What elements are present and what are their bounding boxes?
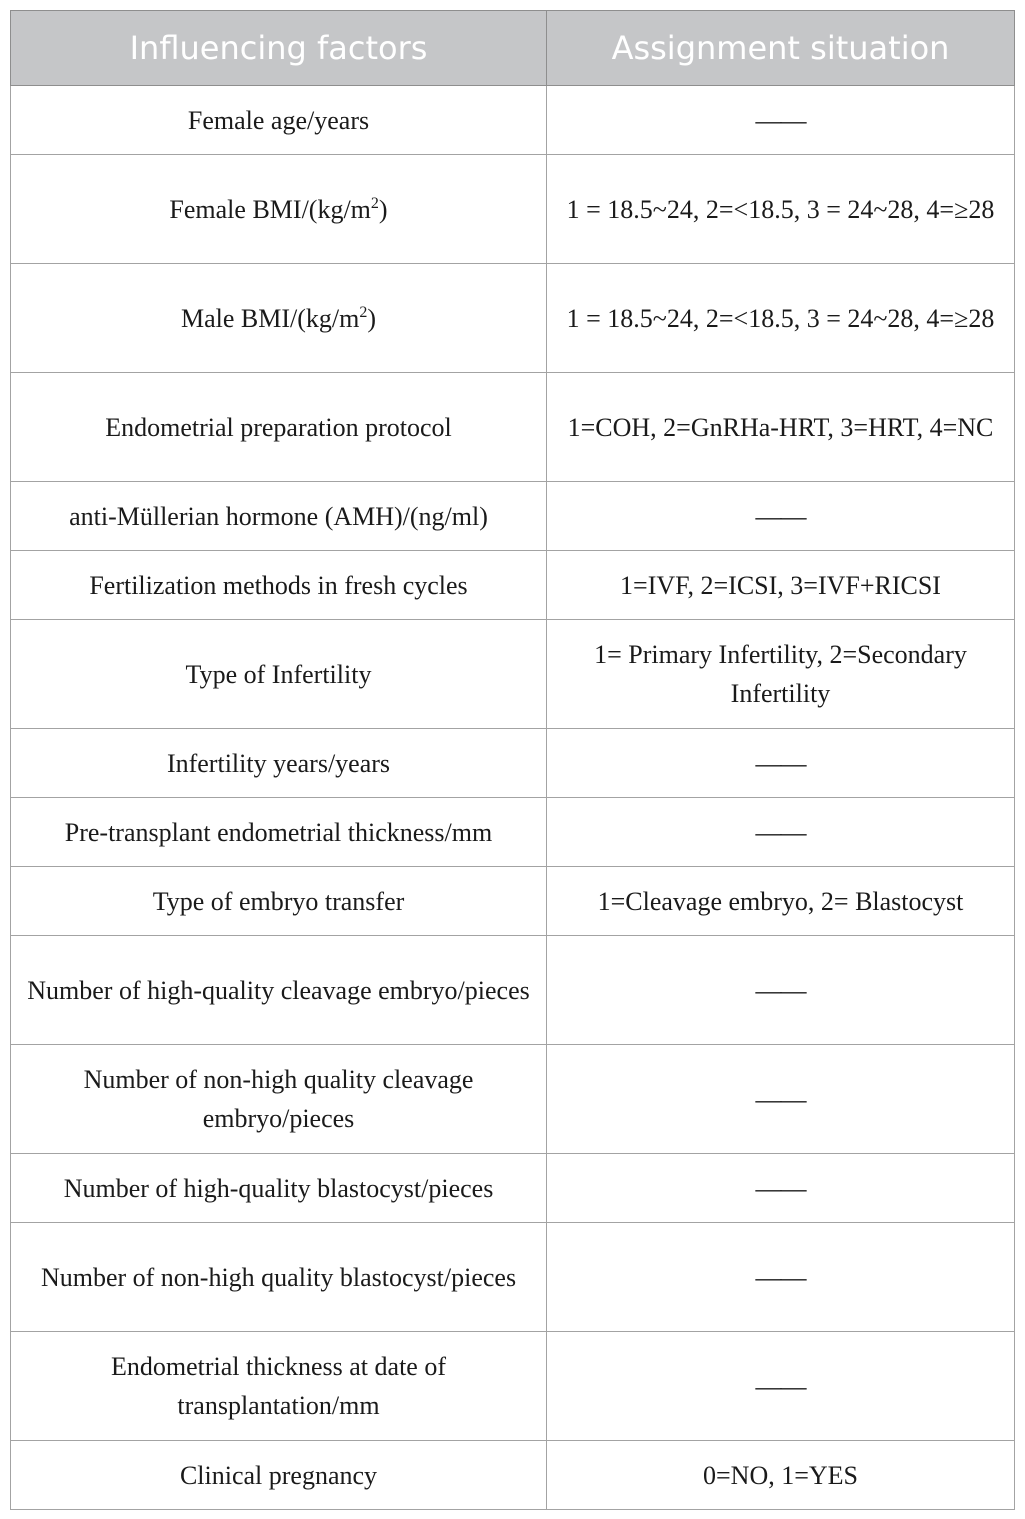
factor-cell: Number of non-high quality blastocyst/pieces — [11, 1223, 547, 1332]
factor-cell: Type of embryo transfer — [11, 867, 547, 936]
assignment-cell: 1=Cleavage embryo, 2= Blastocyst — [547, 867, 1015, 936]
table-row — [11, 620, 1015, 729]
factor-cell: anti-Müllerian hormone (AMH)/(ng/ml) — [11, 482, 547, 551]
superscript: 2 — [359, 303, 368, 321]
assignment-cell: —— — [547, 86, 1015, 155]
assignment-cell: —— — [547, 936, 1015, 1045]
superscript: 2 — [370, 194, 379, 212]
table-row — [11, 155, 1015, 264]
factor-cell: Number of non-high quality cleavage embryo/pieces — [11, 1045, 547, 1154]
factor-text: Female BMI/(kg/m — [169, 194, 371, 224]
table-row — [11, 1441, 1015, 1510]
table-row — [11, 373, 1015, 482]
factor-tail: ) — [367, 303, 377, 333]
assignment-cell: —— — [547, 482, 1015, 551]
factor-cell: Infertility years/years — [11, 729, 547, 798]
factor-cell: Number of high-quality cleavage embryo/pieces — [11, 936, 547, 1045]
table-row — [11, 1332, 1015, 1441]
assignment-cell: 0=NO, 1=YES — [547, 1441, 1015, 1510]
assignment-cell: —— — [547, 729, 1015, 798]
assignment-cell: 1=COH, 2=GnRHa-HRT, 3=HRT, 4=NC — [547, 373, 1015, 482]
table-row — [11, 798, 1015, 867]
table-row — [11, 729, 1015, 798]
table-row — [11, 936, 1015, 1045]
factor-cell: Type of Infertility — [11, 620, 547, 729]
assignment-cell: 1 = 18.5~24, 2=<18.5, 3 = 24~28, 4=≥28 — [547, 155, 1015, 264]
table-row — [11, 867, 1015, 936]
assignment-cell: —— — [547, 1223, 1015, 1332]
assignment-cell: —— — [547, 1332, 1015, 1441]
assignment-cell: —— — [547, 798, 1015, 867]
factor-cell: Female age/years — [11, 86, 547, 155]
assignment-cell: 1 = 18.5~24, 2=<18.5, 3 = 24~28, 4=≥28 — [547, 264, 1015, 373]
header-row — [11, 11, 1015, 86]
factor-text: Male BMI/(kg/m — [180, 303, 360, 333]
assignment-cell: 1=IVF, 2=ICSI, 3=IVF+RICSI — [547, 551, 1015, 620]
table-row — [11, 86, 1015, 155]
factor-cell: Fertilization methods in fresh cycles — [11, 551, 547, 620]
assignment-cell: 1= Primary Infertility, 2=Secondary Infertility — [547, 620, 1015, 729]
table-row — [11, 264, 1015, 373]
table-row — [11, 1154, 1015, 1223]
factor-cell: Clinical pregnancy — [11, 1441, 547, 1510]
factor-cell — [11, 155, 547, 264]
assignment-cell: —— — [547, 1154, 1015, 1223]
header-influencing-factors: Influencing factors — [11, 11, 547, 86]
factor-tail: ) — [378, 194, 388, 224]
table-row — [11, 482, 1015, 551]
table-row — [11, 1223, 1015, 1332]
table-row — [11, 1045, 1015, 1154]
factor-cell: Number of high-quality blastocyst/pieces — [11, 1154, 547, 1223]
factor-cell: Endometrial thickness at date of transplantation/mm — [11, 1332, 547, 1441]
assignment-cell: —— — [547, 1045, 1015, 1154]
factor-cell — [11, 264, 547, 373]
factor-cell: Pre-transplant endometrial thickness/mm — [11, 798, 547, 867]
factor-cell: Endometrial preparation protocol — [11, 373, 547, 482]
header-assignment-situation: Assignment situation — [547, 11, 1015, 86]
table-row — [11, 551, 1015, 620]
assignment-table — [10, 10, 1015, 1510]
